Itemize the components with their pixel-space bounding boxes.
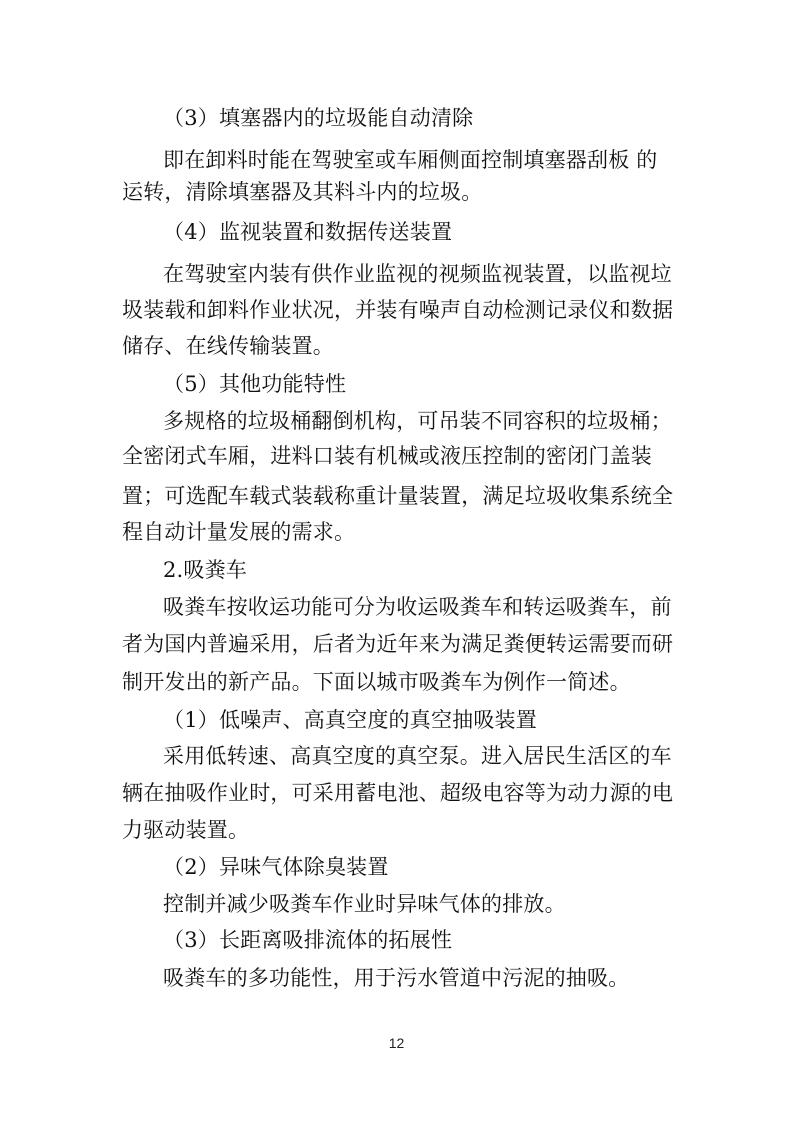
paragraph-line: 吸粪车按收运功能可分为收运吸粪车和转运吸粪车，前 (163, 595, 672, 619)
subheading-4-monitoring: （4）监视装置和数据传送装置 (163, 220, 453, 244)
paragraph-line: 者为国内普遍采用，后者为近年来为满足粪便转运需要而研 (122, 632, 674, 656)
paragraph-line: 即在卸料时能在驾驶室或车厢侧面控制填塞器刮板 的 (163, 148, 658, 172)
section-heading-suction-truck: 2.吸粪车 (163, 558, 248, 582)
paragraph-line: 储存、在线传输装置。 (122, 334, 334, 358)
paragraph-line: 置；可选配车载式装载称重计量装置，满足垃圾收集系统全 (122, 484, 674, 508)
subheading-5-other-features: （5）其他功能特性 (163, 372, 347, 396)
subheading-3-auto-clean: （3）填塞器内的垃圾能自动清除 (163, 106, 474, 130)
paragraph-line: 在驾驶室内装有供作业监视的视频监视装置，以监视垃 (163, 262, 672, 286)
paragraph-line: 程自动计量发展的需求。 (122, 520, 356, 544)
paragraph-line: 运转，清除填塞器及其料斗内的垃圾。 (122, 180, 483, 204)
paragraph-line: 采用低转速、高真空度的真空泵。进入居民生活区的车 (163, 744, 672, 768)
paragraph-line: 全密闭式车厢，进料口装有机械或液压控制的密闭门盖装 (122, 444, 652, 468)
paragraph-line: 辆在抽吸作业时，可采用蓄电池、超级电容等为动力源的电 (122, 781, 674, 805)
paragraph-line: 吸粪车的多功能性，用于污水管道中污泥的抽吸。 (163, 966, 630, 990)
paragraph-line: 控制并减少吸粪车作业时异味气体的排放。 (163, 892, 566, 916)
subheading-3-long-distance: （3）长距离吸排流体的拓展性 (163, 928, 453, 952)
subheading-2-deodorizing: （2）异味气体除臭装置 (163, 855, 389, 879)
paragraph-line: 多规格的垃圾桶翻倒机构，可吊装不同容积的垃圾桶； (163, 409, 672, 433)
paragraph-line: 力驱动装置。 (122, 818, 250, 842)
page-number: 12 (388, 1035, 405, 1051)
paragraph-line: 圾装载和卸料作业状况，并装有噪声自动检测记录仪和数据 (122, 298, 674, 322)
subheading-1-vacuum-device: （1）低噪声、高真空度的真空抽吸装置 (163, 708, 537, 732)
paragraph-line: 制开发出的新产品。下面以城市吸粪车为例作一简述。 (122, 670, 631, 694)
